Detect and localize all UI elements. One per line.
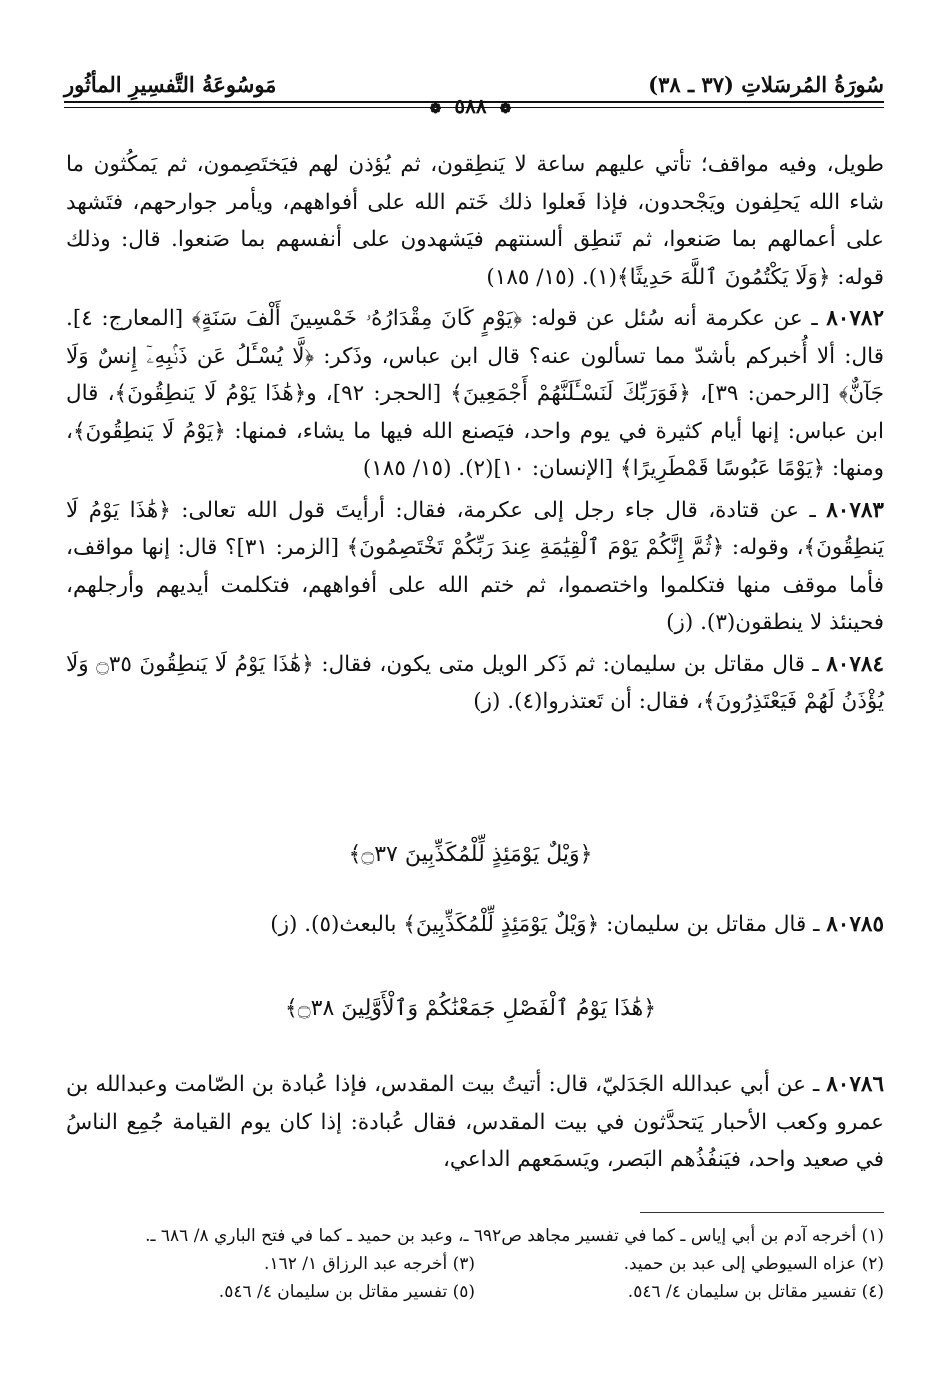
ornament-icon: ❁ [499, 101, 512, 117]
page-number [0, 94, 941, 118]
paragraph [66, 300, 884, 488]
athar-number: ٨٠٧٨٤ [826, 651, 884, 677]
athar-number: ٨٠٧٨٢ [826, 306, 884, 331]
paragraph-text: ـ عن عكرمة أنه سُئل عن قوله: ﴿يَوْمٍ كَانَ مِقْدَارُهُۥ خَمْسِينَ أَلْفَ سَنَةٍ﴾ [المعارج: ٤]. قال: ألا أُخبركم بأشدّ مما تسألون عنه؟ قال ابن عباس، وذَكر: ﴿لَّا يُسْـَٔلُ عَن ذَنۢبِهِۦٓ إِنسٌ وَلَا جَآنٌّ﴾ [الرحمن: ٣٩]، ﴿فَوَرَبِّكَ لَنَسْـَٔلَنَّهُمْ أَجْمَعِينَ﴾ [الحجر: ٩٢]، و﴿هَٰذَا يَوْمُ لَا يَنطِقُونَ﴾، قال ابن عباس: إنها أيام كثيرة في يوم واحد، فيَصنع الله فيها ما يشاء، فمنها: ﴿يَوْمُ لَا يَنطِقُونَ﴾، ومنها: ﴿يَوْمًا عَبُوسًا قَمْطَرِيرًا﴾ [الإنسان: ١٠](٢). (١٥/ ١٨٥) [66, 306, 885, 481]
main-text [66, 906, 884, 948]
paragraph [66, 906, 884, 944]
main-text [66, 146, 884, 725]
paragraph-text: ـ عن قتادة، قال جاء رجل إلى عكرمة، فقال: أرأيتَ قول الله تعالى: ﴿هَٰذَا يَوْمُ لَا يَنطِقُونَ﴾، وقوله: ﴿ثُمَّ إِنَّكُمْ يَوْمَ ٱلْقِيَٰمَةِ عِندَ رَبِّكُمْ تَخْتَصِمُونَ﴾ [الزمر: ٣١]؟ قال: إنها مواقف، فأما موقف منها فتكلموا واختصموا، ثم ختم الله على أفواههم، فتكلمت أيديهم وأرجلهم، فحينئذ لا ينطقون(٣). (ز) [66, 497, 885, 635]
athar-number: ٨٠٧٨٦ [826, 1072, 884, 1097]
paragraph [66, 646, 884, 721]
paragraph-text: طويل، وفيه مواقف؛ تأتي عليهم ساعة لا يَنطِقون، ثم يُؤذن لهم فيَختَصِمون، ثم يَمكُثون ما شاء الله يَحلِفون ويَجْحدون، فإذا فَعلوا ذلك خَتم الله على أفواههم، ويأمر جوارحهم، فتَشهد على أعمالهم بما صَنعوا، ثم تَنطِق ألسنتهم فيَشهدون على أنفسهم بما صَنعوا. قال: وذلك قوله: ﴿وَلَا يَكْتُمُونَ ٱللَّهَ حَدِيثًا﴾(١). (١٥/ ١٨٥) [66, 152, 884, 290]
paragraph-text: ـ قال مقاتل بن سليمان: ﴿وَيْلٌ يَوْمَئِذٍ لِّلْمُكَذِّبِينَ﴾ بالبعث(٥). (ز) [270, 912, 820, 937]
aya-heading [0, 996, 941, 1021]
paragraph [66, 1066, 884, 1179]
series-title: مَوسُوعَةُ التَّفسِيرِ المأثُور [64, 72, 277, 97]
paragraph [66, 146, 884, 296]
footnotes [66, 1222, 884, 1306]
footnote: (٣) أخرجه عبد الرزاق ١/ ١٦٢. [264, 1254, 475, 1274]
footnote-divider [640, 1212, 884, 1213]
footnote-row [66, 1250, 884, 1278]
page-number-text: ٥٨٨ [454, 94, 487, 118]
paragraph-text: ـ قال مقاتل بن سليمان: ثم ذَكر الويل متى يكون، فقال: ﴿هَٰذَا يَوْمُ لَا يَنطِقُونَ ۝٣٥ وَلَا يُؤْذَنُ لَهُمْ فَيَعْتَذِرُونَ﴾، فقال: أن تَعتذروا(٤). (ز) [66, 651, 884, 714]
athar-number: ٨٠٧٨٥ [826, 912, 884, 937]
sura-title: سُورَةُ المُرسَلاتِ (٣٧ ـ ٣٨) [648, 72, 884, 97]
aya-text: ﴿هَٰذَا يَوْمُ ٱلْفَصْلِ جَمَعْنَٰكُمْ وَٱلْأَوَّلِينَ ۝٣٨﴾ [284, 996, 657, 1021]
athar-number: ٨٠٧٨٣ [826, 497, 884, 523]
footnote-row [66, 1278, 884, 1306]
paragraph-text: ـ عن أبي عبدالله الجَدَليّ، قال: أتيتُ بيت المقدس، فإذا عُبادة بن الصّامت وعبدالله بن عمرو وكعب الأحبار يَتحدَّثون في بيت المقدس، فقال عُبادة: إذا كان يوم القيامة جُمِع الناسُ في صعيد واحد، فيَنفُذُهم البَصر، ويَسمَعهم الداعي، [66, 1072, 884, 1172]
footnote: (٤) تفسير مقاتل بن سليمان ٤/ ٥٤٦. [627, 1282, 884, 1302]
aya-text: ﴿وَيْلٌ يَوْمَئِذٍ لِّلْمُكَذِّبِينَ ۝٣٧﴾ [348, 842, 593, 867]
main-text [66, 1066, 884, 1183]
paragraph [66, 492, 884, 642]
footnote: (٥) تفسير مقاتل بن سليمان ٤/ ٥٤٦. [218, 1282, 475, 1302]
ornament-icon: ❁ [429, 101, 442, 117]
aya-heading [0, 842, 941, 867]
footnote: (١) أخرجه آدم بن أبي إياس ـ كما في تفسير مجاهد ص٦٩٢ ـ، وعبد بن حميد ـ كما في فتح الباري ٨/ ٦٨٦ ـ. [145, 1226, 884, 1246]
footnote: (٢) عزاه السيوطي إلى عبد بن حميد. [623, 1254, 884, 1274]
